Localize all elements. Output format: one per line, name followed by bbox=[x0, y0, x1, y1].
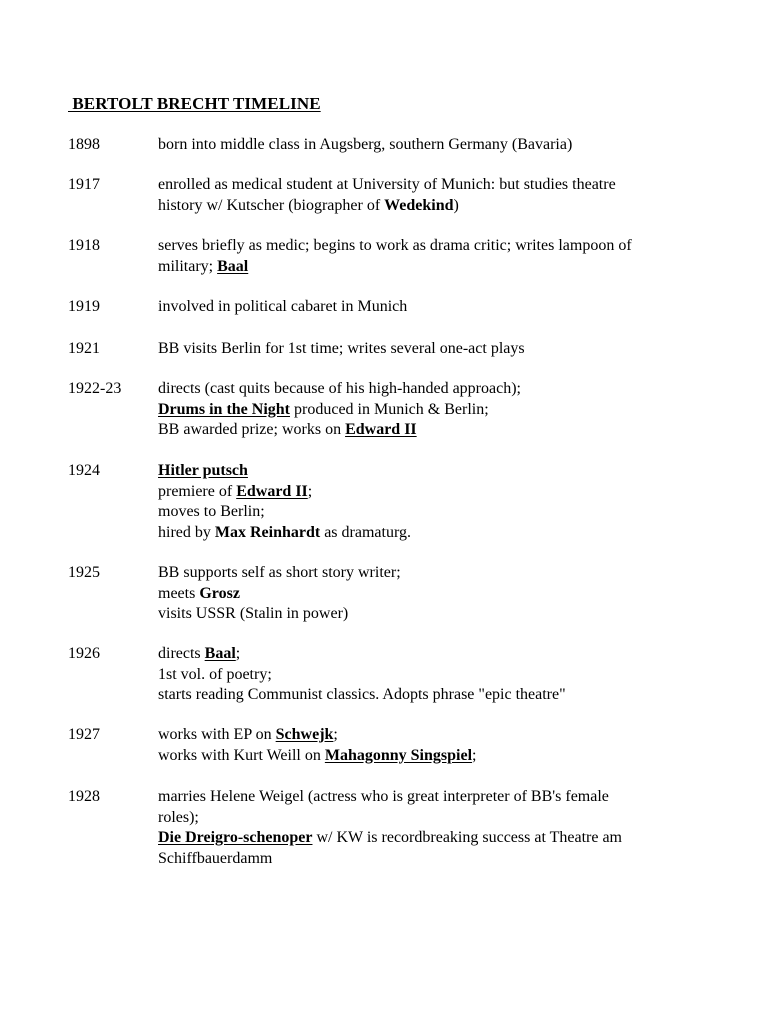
description-line bbox=[158, 563, 703, 584]
entry-year: 1925 bbox=[68, 564, 100, 581]
description-line bbox=[158, 604, 703, 625]
work-title: Baal bbox=[204, 645, 236, 662]
description-line bbox=[158, 482, 703, 503]
description-line bbox=[158, 196, 703, 217]
text-segment: moves to Berlin; bbox=[158, 503, 265, 520]
description-line bbox=[158, 849, 703, 870]
entry-description bbox=[158, 236, 703, 277]
description-line bbox=[158, 665, 703, 686]
text-segment: directs (cast quits because of his high-handed approach); bbox=[158, 380, 521, 397]
person-name: Max Reinhardt bbox=[214, 523, 321, 541]
work-title: Edward II bbox=[345, 421, 417, 438]
description-line bbox=[158, 175, 703, 196]
work-title: Mahagonny Singspiel bbox=[324, 746, 473, 764]
description-line bbox=[158, 584, 703, 605]
person-name: Grosz bbox=[199, 584, 240, 602]
text-segment: BB awarded prize; works on bbox=[158, 421, 346, 438]
text-segment: roles); bbox=[158, 808, 199, 826]
text-segment: premiere of bbox=[158, 482, 237, 500]
description-line bbox=[158, 461, 703, 482]
entry-description bbox=[158, 461, 703, 543]
entry-year: 1919 bbox=[68, 298, 100, 315]
text-segment: ; bbox=[472, 746, 477, 764]
text-segment: ; bbox=[235, 645, 241, 662]
entry-description bbox=[158, 135, 703, 156]
text-segment: hired by bbox=[158, 523, 215, 541]
text-segment: BB visits Berlin for 1st time; writes several one-act plays bbox=[158, 340, 525, 357]
description-line bbox=[158, 725, 703, 746]
text-segment: involved in political cabaret in Munich bbox=[158, 298, 408, 315]
entry-year: 1926 bbox=[68, 645, 100, 662]
person-name: Wedekind bbox=[384, 196, 454, 214]
entry-description bbox=[158, 379, 703, 441]
work-title: Baal bbox=[217, 257, 249, 275]
text-segment: meets bbox=[158, 584, 200, 602]
description-line bbox=[158, 808, 703, 829]
description-line bbox=[158, 644, 703, 665]
entry-description bbox=[158, 725, 703, 766]
description-line bbox=[158, 257, 703, 278]
text-segment: w/ KW is recordbreaking success at Theatre am bbox=[312, 829, 622, 846]
description-line bbox=[158, 828, 703, 849]
description-line bbox=[158, 746, 703, 767]
document-title: BERTOLT BRECHT TIMELINE bbox=[68, 94, 321, 113]
text-segment: born into middle class in Augsberg, southern Germany (Bavaria) bbox=[158, 136, 573, 153]
description-line bbox=[158, 420, 703, 441]
text-segment: 1st vol. of poetry; bbox=[158, 665, 272, 683]
work-title: Schwejk bbox=[275, 726, 334, 743]
text-segment: ) bbox=[453, 196, 459, 214]
work-title: Die Dreigro-schenoper bbox=[158, 829, 313, 846]
entry-description bbox=[158, 339, 703, 360]
text-segment: works with EP on bbox=[158, 726, 276, 743]
text-segment: directs bbox=[158, 645, 205, 662]
description-line bbox=[158, 236, 703, 257]
text-segment: starts reading Communist classics. Adopts phrase "epic theatre" bbox=[158, 686, 566, 703]
description-line bbox=[158, 400, 703, 421]
entry-year: 1898 bbox=[68, 136, 100, 153]
entry-description bbox=[158, 787, 703, 869]
text-segment: serves briefly as medic; begins to work as drama critic; writes lampoon of bbox=[158, 237, 632, 254]
work-title: Drums in the Night bbox=[158, 400, 291, 418]
text-segment: military; bbox=[158, 257, 218, 275]
text-segment: history w/ Kutscher (biographer of bbox=[158, 196, 385, 214]
entry-description bbox=[158, 644, 703, 706]
entry-description bbox=[158, 175, 703, 216]
text-segment: ; bbox=[307, 482, 313, 500]
entry-year: 1918 bbox=[68, 237, 100, 254]
entry-year: 1927 bbox=[68, 726, 100, 743]
entry-year: 1921 bbox=[68, 340, 100, 357]
entry-year: 1928 bbox=[68, 788, 100, 805]
description-line bbox=[158, 523, 703, 544]
entry-year: 1924 bbox=[68, 462, 100, 479]
text-segment: visits USSR (Stalin in power) bbox=[158, 605, 349, 622]
text-segment: enrolled as medical student at University of Munich: but studies theatre bbox=[158, 176, 616, 193]
work-title: Hitler putsch bbox=[158, 462, 248, 479]
description-line bbox=[158, 685, 703, 706]
description-line bbox=[158, 787, 703, 808]
work-title: Edward II bbox=[236, 482, 308, 500]
description-line bbox=[158, 502, 703, 523]
text-segment: marries Helene Weigel (actress who is great interpreter of BB's female bbox=[158, 788, 609, 805]
entry-year: 1917 bbox=[68, 176, 100, 193]
text-segment: produced in Munich & Berlin; bbox=[290, 400, 489, 418]
description-line bbox=[158, 339, 703, 360]
entry-description bbox=[158, 563, 703, 625]
text-segment: Schiffbauerdamm bbox=[158, 849, 273, 867]
entry-description bbox=[158, 297, 703, 318]
text-segment: ; bbox=[333, 726, 338, 743]
description-line bbox=[158, 135, 703, 156]
description-line bbox=[158, 297, 703, 318]
entry-year: 1922-23 bbox=[68, 380, 122, 397]
text-segment: works with Kurt Weill on bbox=[158, 746, 325, 764]
text-segment: BB supports self as short story writer; bbox=[158, 564, 401, 581]
text-segment: as dramaturg. bbox=[320, 523, 411, 541]
description-line bbox=[158, 379, 703, 400]
